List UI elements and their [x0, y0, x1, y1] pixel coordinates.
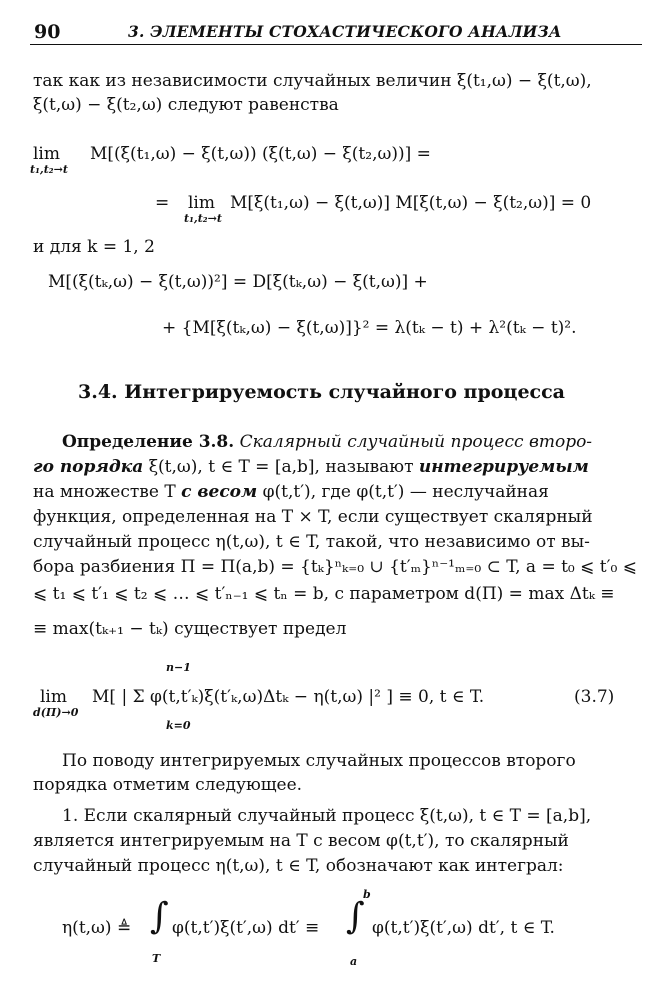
eq37-body: M[ | Σ φ(t,t′ₖ)ξ(t′ₖ,ω)Δtₖ − η(t,ω) |² ] ≡ 0, t ∈ T.	[92, 687, 485, 707]
definition-l2-b: ξ(t,ω), t ∈ T = [a,b], называют	[148, 457, 414, 477]
eq1-line2: M[ξ(t₁,ω) − ξ(t,ω)] M[ξ(t,ω) − ξ(t₂,ω)] = 0	[230, 193, 592, 213]
para1-line2: ξ(t,ω) − ξ(t₂,ω) следуют равенства	[33, 95, 339, 115]
eq37-sum-top: n−1	[166, 661, 191, 674]
integral-sign-1: ∫	[150, 896, 169, 937]
eqint-int1-sub: T	[152, 952, 161, 965]
eq1-lim-sub: t₁,t₂→t	[30, 163, 68, 176]
condition-text: и для k = 1, 2	[33, 237, 155, 257]
eqint-mid: φ(t,t′)ξ(t′,ω) dt′ ≡	[172, 918, 320, 938]
eqint-int2-sub: a	[350, 955, 358, 968]
item1-line3: случайный процесс η(t,ω), t ∈ T, обозначают как интеграл:	[33, 856, 564, 876]
eq1-lim2: lim	[188, 193, 215, 213]
running-header	[30, 20, 642, 45]
section-title: 3.4. Интегрируемость случайного процесса	[78, 381, 565, 403]
para2-line1: По поводу интегрируемых случайных процессов второго	[62, 751, 576, 771]
definition-l2-c: интегрируемым	[418, 457, 589, 477]
definition-line7: ⩽ t₁ ⩽ t′₁ ⩽ t₂ ⩽ … ⩽ t′ₙ₋₁ ⩽ tₙ = b, с параметром d(Π) = max Δtₖ ≡	[33, 584, 615, 604]
eqint-int2-sup: b	[363, 888, 371, 901]
definition-l1-rest: Скалярный случайный процесс второ-	[239, 432, 593, 452]
definition-lead: Определение 3.8.	[62, 432, 235, 452]
eq2-line1: M[(ξ(tₖ,ω) − ξ(t,ω))²] = D[ξ(tₖ,ω) − ξ(t,ω)] +	[48, 272, 428, 292]
definition-line1	[62, 431, 592, 453]
definition-l2-a: го порядка	[33, 457, 144, 477]
eq1-lim-label: lim	[33, 144, 60, 164]
eq2-line2: + {M[ξ(tₖ,ω) − ξ(t,ω)]}² = λ(tₖ − t) + λ²(tₖ − t)².	[162, 318, 577, 338]
definition-line4: функция, определенная на T × T, если существует скалярный	[33, 507, 593, 527]
item1-line1: 1. Если скалярный случайный процесс ξ(t,ω), t ∈ T = [a,b],	[62, 806, 592, 826]
para1-line1: так как из независимости случайных величин ξ(t₁,ω) − ξ(t,ω),	[33, 71, 592, 91]
eq1-line1: M[(ξ(t₁,ω) − ξ(t,ω)) (ξ(t,ω) − ξ(t₂,ω))] =	[90, 144, 431, 164]
eq1-line2-prefix: =	[155, 193, 170, 213]
running-title: 3. ЭЛЕМЕНТЫ СТОХАСТИЧЕСКОГО АНАЛИЗА	[128, 22, 562, 41]
eqint-lhs: η(t,ω) ≜	[62, 918, 132, 938]
definition-line2	[33, 456, 589, 478]
eq1-lim	[33, 143, 60, 165]
eq37-lim-sub: d(Π)→0	[33, 706, 79, 719]
definition-l3-a: на множестве T	[33, 482, 176, 502]
definition-line5: случайный процесс η(t,ω), t ∈ T, такой, что независимо от вы-	[33, 532, 590, 552]
definition-line6: бора разбиения Π = Π(a,b) = {tₖ}ⁿₖ₌₀ ∪ {t′ₘ}ⁿ⁻¹ₘ₌₀ ⊂ T, a = t₀ ⩽ t′₀ ⩽	[33, 557, 637, 577]
eq37-lim: lim	[40, 687, 67, 707]
definition-l3-c: φ(t,t′), где φ(t,t′) — неслучайная	[262, 482, 549, 502]
eq37-number: (3.7)	[574, 687, 615, 707]
eq37-sum-bottom: k=0	[166, 719, 191, 732]
eq1-lim2-sub: t₁,t₂→t	[184, 212, 222, 225]
definition-line3	[33, 481, 549, 503]
item1-line2: является интегрируемым на T с весом φ(t,t′), то скалярный	[33, 831, 569, 851]
integral-sign-2: ∫	[346, 896, 365, 937]
para2-line2: порядка отметим следующее.	[33, 775, 303, 795]
definition-line8: ≡ max(tₖ₊₁ − tₖ) существует предел	[33, 619, 347, 639]
definition-l3-b: с весом	[181, 482, 258, 502]
page-number: 90	[34, 21, 61, 43]
eqint-rhs: φ(t,t′)ξ(t′,ω) dt′, t ∈ T.	[372, 918, 555, 938]
